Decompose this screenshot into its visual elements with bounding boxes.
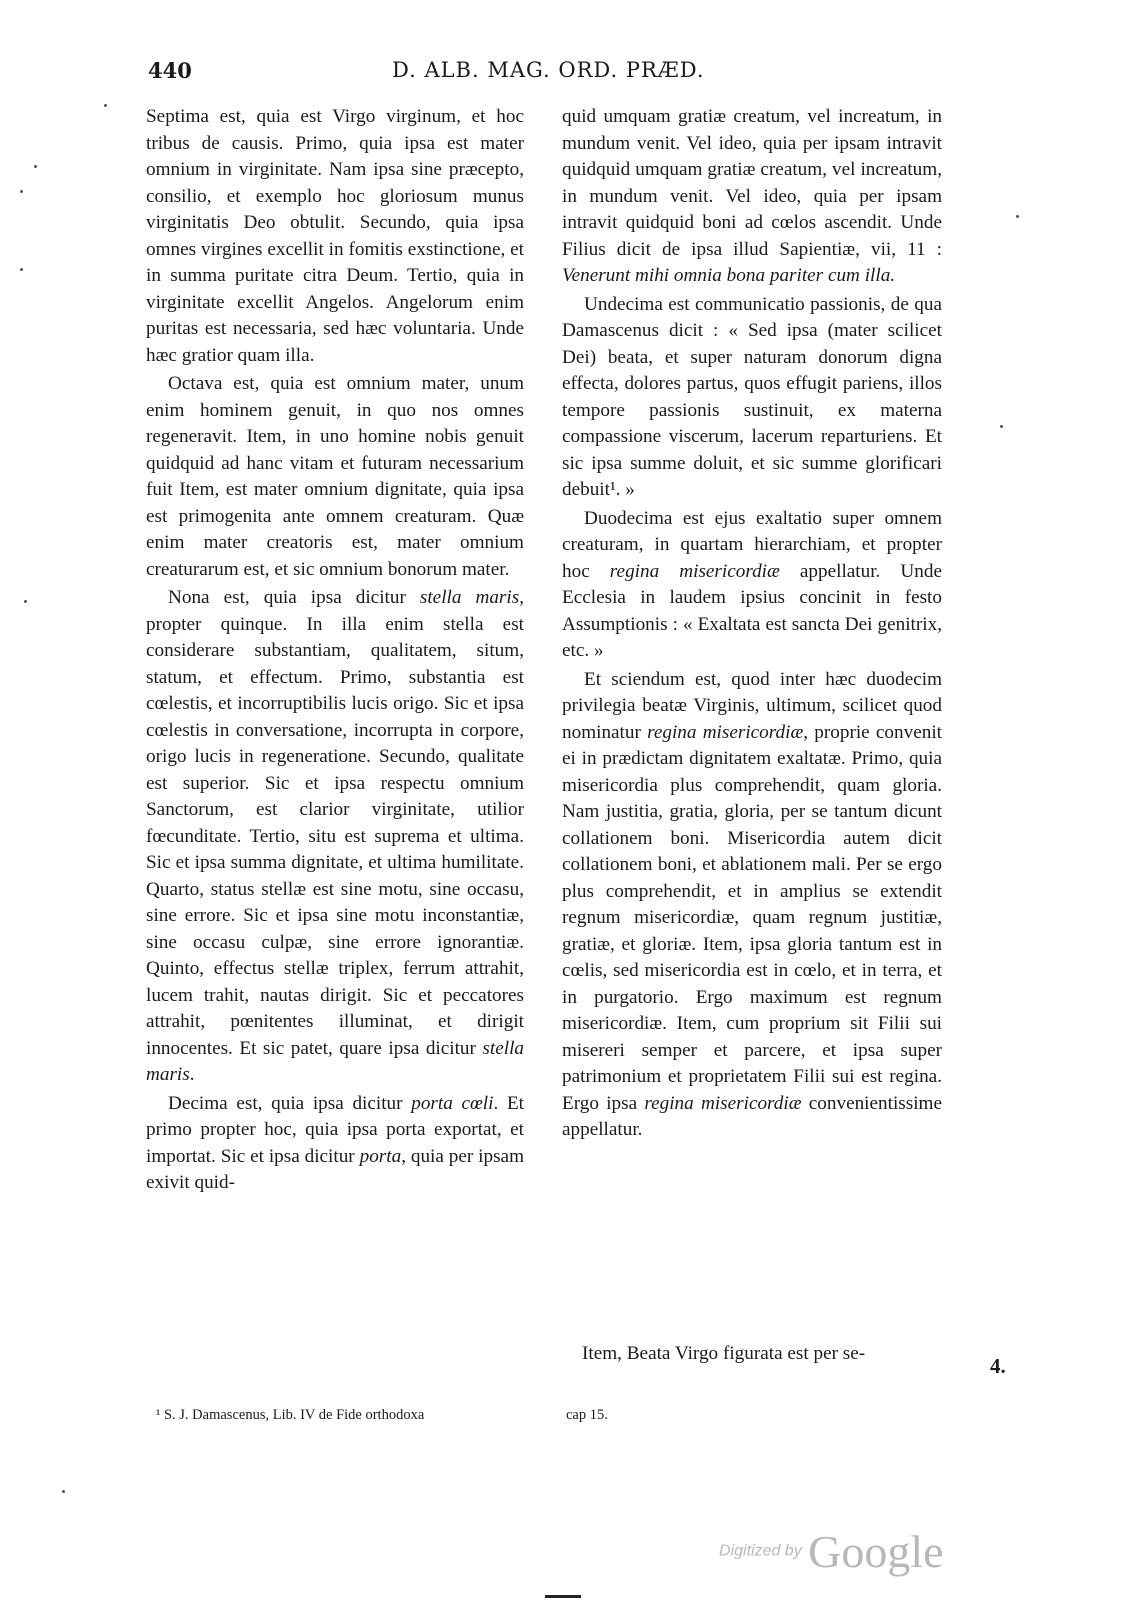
section-start-line: Item, Beata Virgo figurata est per se- [582,1343,866,1364]
italic-regina-misericordiae-2: regina misericordiæ [647,721,804,743]
margin-section-number: 4. [990,1354,1006,1378]
paragraph-octava: Octava est, quia est omnium mater, unum enim hominem genuit, in quo nos omnes regeneravit. Item, in uno homine nobis genuit quidquid ad hanc vitam et futuram necessarium fuit Item, est mater omnium dignitate, quia ipsa est primogenita ante omnem creaturam. Quæ enim mater creatoris est, mater omnium creaturarum est, et sic omnium bonorum mater. [146,373,524,580]
italic-quote-sapientiae: Venerunt mihi omnia bona pariter cum illa. [562,265,896,286]
italic-porta: porta [359,1145,402,1167]
right-column [562,104,942,1144]
italic-stella-maris-2: stella maris [146,1037,524,1085]
footnote-right: cap 15. [566,1407,608,1423]
paragraph-septima: Septima est, quia est Virgo virginum, et hoc tribus de causis. Primo, quia ipsa est mater omnium in virginitate. Nam ipsa sine præcepto, consilio, et exemplo hoc gloriosum munus virginitatis Deo obtulit. Secundo, quia ipsa omnes virgines excellit in fomitis exstinctione, et in summa puritate citra Deum. Tertio, quia in virginitate excellit Angelos. Angelorum enim puritas est necessaria, sed hæc voluntaria. Unde hæc gratior quam illa. [146,106,524,366]
page-number: 440 [148,58,192,83]
paragraph-undecima: Undecima est communicatio passionis, de qua Damascenus dicit : « Sed ipsa (mater scilicet Dei) beata, et super naturam donorum digna effecta, dolores partus, quos effugit pariens, illos tempore passionis sustinuit, ex materna compassione viscerum, lacerum reparturiens. Et sic ipsa summe doluit, et sic summe glorificari debuit¹. » [562,293,942,500]
scan-speck [20,190,23,193]
bottom-rule [545,1595,581,1598]
italic-stella-maris: stella maris [419,587,520,608]
paragraph-nona: Nona est, quia ipsa dicitur stella maris, propter quinque. In illa enim stella est considerare substantiam, qualitatem, situm, statum, et effectum. Primo, substantia est cœlestis, et incorruptibilis lucis origo. Sic et ipsa cœlestis in conversatione, incorrupta in corpore, origo lucis in regeneratione. Secundo, qualitate est superior. Sic et ipsa respectu omnium Sanctorum, est clarior virginitate, utilior fœcunditate. Tertio, situ est suprema et ultima. Sic et ipsa summa dignitate, et ultima humilitate. Quarto, status stellæ est sine motu, sine occasu, sine errore. Sic et ipsa sine motu inconstantiæ, sine occasu culpæ, sine errore ignorantiæ. Quinto, effectus stellæ triplex, ferrum attrahit, lucem trahit, nautas dirigit. Sic et peccatores attrahit, pœnitentes illuminat, et dirigit innocentes. Et sic patet, quare ipsa dicitur stella maris. [146,587,524,1085]
running-head: D. ALB. MAG. ORD. PRÆD. [392,58,705,82]
scan-speck [104,104,107,107]
paragraph-decima: Decima est, quia ipsa dicitur porta cœli. Et primo propter hoc, quia ipsa porta exportat, et importat. Sic et ipsa dicitur porta, quia per ipsam exivit quid- [146,1092,524,1193]
google-watermark [719,1525,944,1578]
watermark-logo: Google [808,1526,944,1577]
footnote-left: ¹ S. J. Damascenus, Lib. IV de Fide orthodoxa [156,1407,425,1423]
italic-regina-misericordiae: regina misericordiæ [609,560,780,582]
scan-speck [62,1490,65,1493]
scan-speck [20,268,23,271]
scan-speck [24,600,27,603]
paragraph-continuation: quid umquam gratiæ creatum, vel increatum, in mundum venit. Vel ideo, quia per ipsam intravit quidquid umquam gratiæ creatum, vel increatum, in mundum venit. Vel ideo, quia per ipsam intravit quidquid boni ad cœlos ascendit. Unde Filius dicit de ipsa illud Sapientiæ, vii, 11 : Venerunt mihi omnia bona pariter cum illa. [562,106,942,286]
paragraph-sciendum: Et sciendum est, quod inter hæc duodecim privilegia beatæ Virginis, ultimum, scilicet quod nominatur regina misericordiæ, proprie convenit ei in prædictam dignitatem exaltatæ. Primo, quia misericordia plus comprehendit, quam gloria. Nam justitia, gratia, gloria, per se tantum dicunt collationem boni. Misericordia autem dicit collationem boni, et ablationem mali. Per se ergo plus comprehendit, et in amplius se extendit regnum misericordiæ, quam regnum justitiæ, gratiæ, et gloriæ. Item, ipsa gloria tantum est in cœlis, sed misericordia est in cœlo, et in terra, et in purgatorio. Ergo maximum est regnum misericordiæ. Item, cum proprium sit Filii sui misereri semper et parcere, et ipsa super patrimonium et proprietatem Filii sui est regina. Ergo ipsa regina misericordiæ convenientissime appellatur. [562,668,942,1140]
scan-speck [1016,215,1019,218]
watermark-prefix: Digitized by [719,1542,802,1560]
italic-porta-coeli: porta cœli [411,1092,494,1114]
scan-speck [34,165,37,168]
italic-regina-misericordiae-3: regina misericordiæ [644,1092,802,1114]
paragraph-duodecima: Duodecima est ejus exaltatio super omnem creaturam, in quartam hierarchiam, et propter hoc regina misericordiæ appellatur. Unde Ecclesia in laudem ipsius concinit in festo Assumptionis : « Exaltata est sancta Dei genitrix, etc. » [562,507,942,661]
left-column [146,104,524,1197]
scan-speck [1000,425,1003,428]
